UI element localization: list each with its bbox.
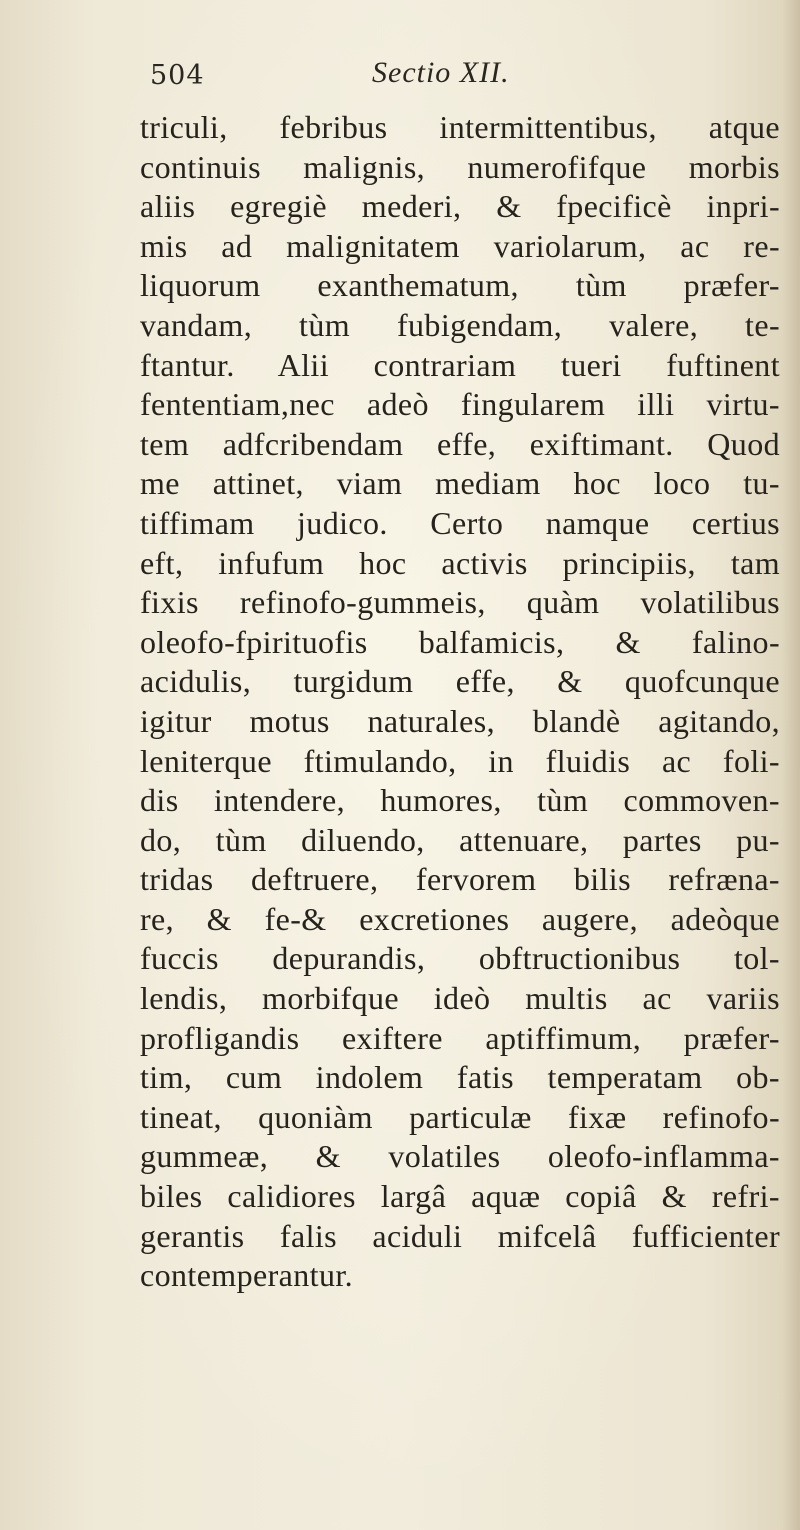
text-line: leniterque ftimulando, in fluidis ac foli- (140, 742, 780, 779)
body-text (140, 108, 780, 1296)
text-line: lendis, morbifque ideò multis ac variis (140, 980, 780, 1017)
text-line: fententiam,nec adeò fingularem illi virtu- (140, 386, 780, 423)
text-line: acidulis, turgidum effe, & quofcunque (140, 663, 780, 700)
text-line: vandam, tùm fubigendam, valere, te- (140, 306, 780, 343)
text-line: fixis refinofo-gummeis, quàm volatilibus (140, 584, 780, 621)
text-line: aliis egregiè mederi, & fpecificè inpri- (140, 188, 780, 225)
text-line: do, tùm diluendo, attenuare, partes pu- (140, 821, 780, 858)
text-line: me attinet, viam mediam hoc loco tu- (140, 465, 780, 502)
text-line: tem adfcribendam effe, exiftimant. Quod (140, 425, 780, 462)
text-line: tridas deftruere, fervorem bilis refræna- (140, 861, 780, 898)
text-line: liquorum exanthematum, tùm præfer- (140, 267, 780, 304)
text-line: re, & fe-& excretiones augere, adeòque (140, 900, 780, 937)
page-number: 504 (150, 60, 205, 91)
text-line: biles calidiores largâ aquæ copiâ & refri- (140, 1178, 780, 1215)
page-edge-shadow (782, 0, 800, 1530)
text-line: tineat, quoniàm particulæ fixæ refinofo- (140, 1098, 780, 1135)
text-line: dis intendere, humores, tùm commoven- (140, 782, 780, 819)
text-line: tim, cum indolem fatis temperatam ob- (140, 1059, 780, 1096)
text-line: contemperantur. (140, 1257, 354, 1294)
text-line: profligandis exiftere aptiffimum, præfer- (140, 1019, 780, 1056)
running-header (150, 52, 570, 102)
text-line: igitur motus naturales, blandè agitando, (140, 702, 780, 739)
section-title: Sectio XII. (372, 56, 510, 89)
text-line: gerantis falis aciduli mifcelâ fufficienter (140, 1217, 780, 1254)
text-line: mis ad malignitatem variolarum, ac re- (140, 227, 780, 264)
text-line: tiffimam judico. Certo namque certius (140, 504, 780, 541)
text-line: triculi, febribus intermittentibus, atque (140, 109, 780, 145)
text-line: continuis malignis, numerofifque morbis (140, 148, 780, 185)
text-line: oleofo-fpirituofis balfamicis, & falino- (140, 623, 780, 660)
text-line: fuccis depurandis, obftructionibus tol- (140, 940, 780, 977)
text-line: ftantur. Alii contrariam tueri fuftinent (140, 346, 780, 383)
text-line: gummeæ, & volatiles oleofo-inflamma- (140, 1138, 780, 1175)
text-line: eft, infufum hoc activis principiis, tam (140, 544, 780, 581)
